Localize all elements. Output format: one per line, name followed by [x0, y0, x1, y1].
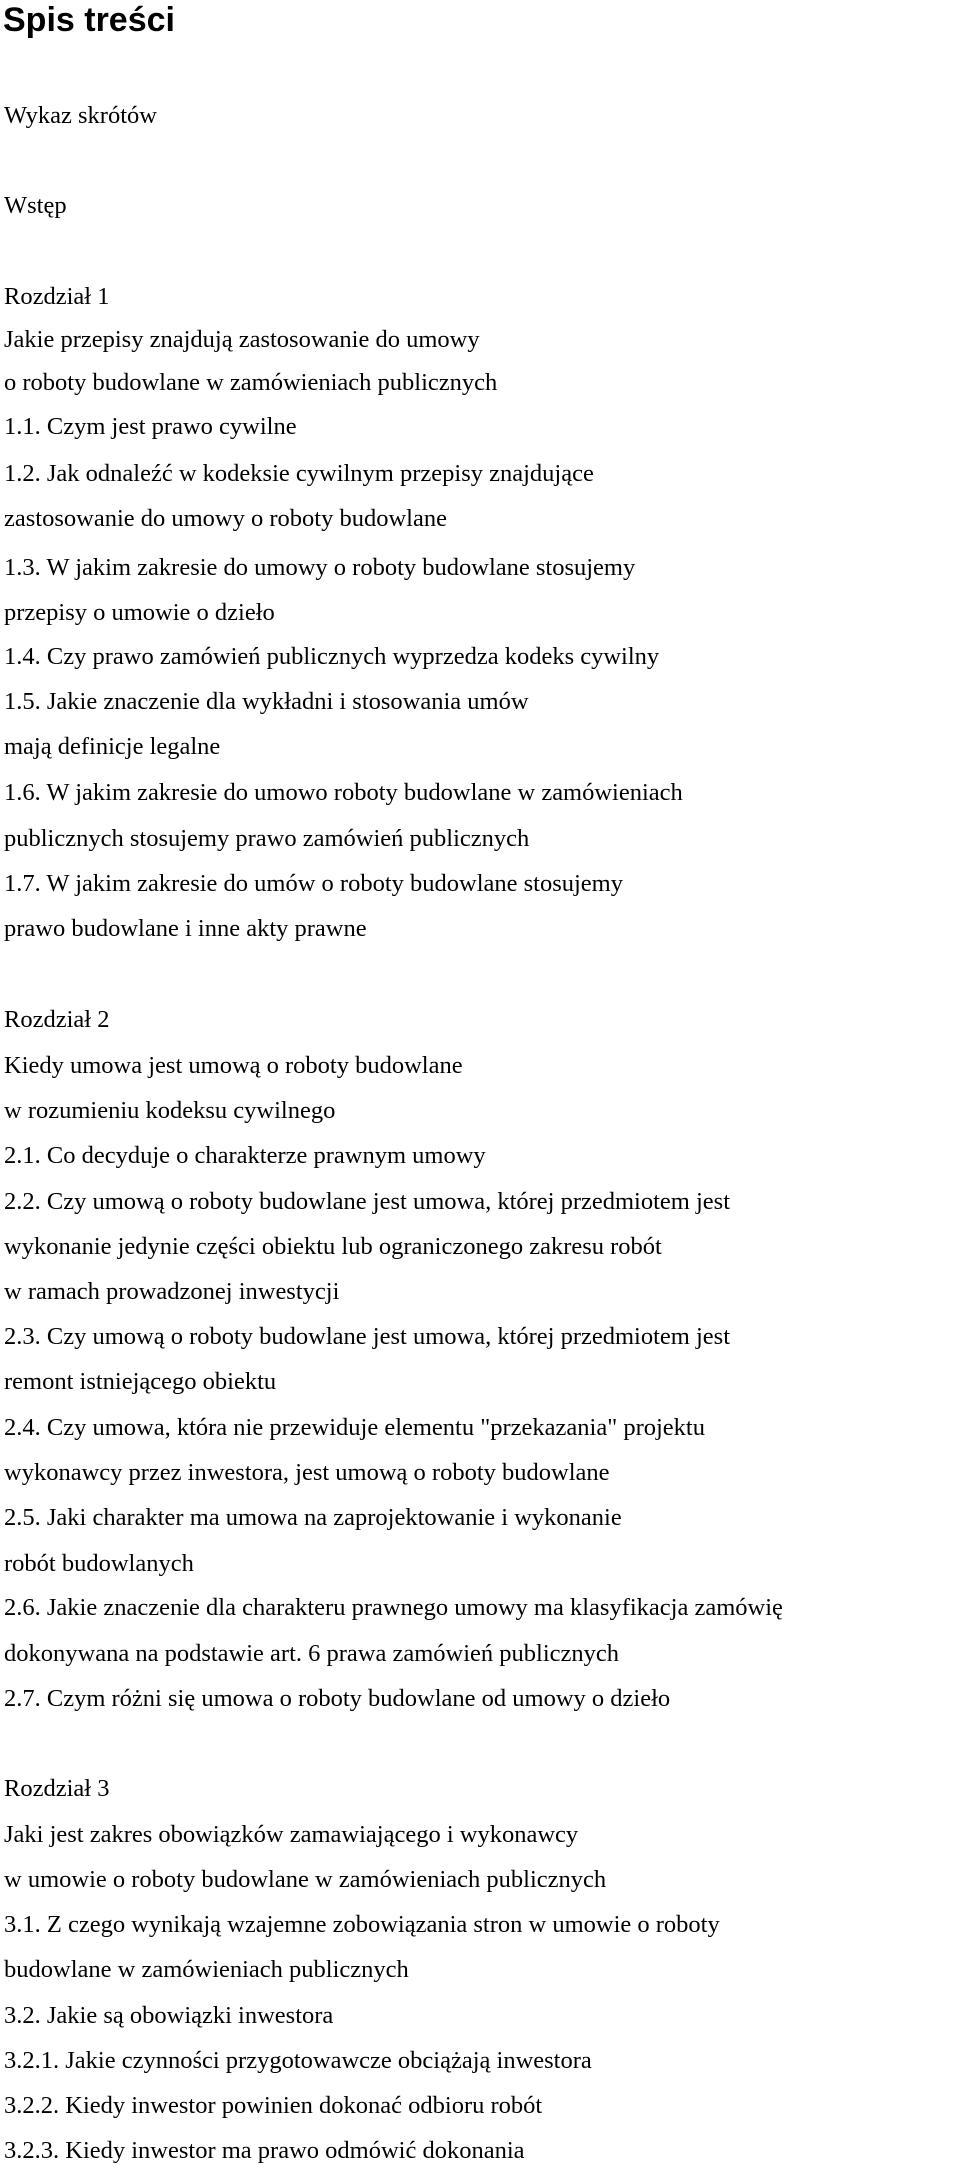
chapter-heading: Rozdział 1	[4, 283, 110, 310]
chapter-title: Jakie przepisy znajdują zastosowanie do umowy	[4, 326, 480, 353]
toc-line: 2.1. Co decyduje o charakterze prawnym umowy	[4, 1142, 486, 1169]
toc-line: 3.2.3. Kiedy inwestor ma prawo odmówić dokonania	[4, 2137, 525, 2164]
toc-line: Wstęp	[4, 192, 67, 219]
toc-line: przepisy o umowie o dzieło	[4, 599, 275, 626]
toc-line: budowlane w zamówieniach publicznych	[4, 1956, 409, 1983]
toc-line: robót budowlanych	[4, 1550, 194, 1577]
toc-line: 2.4. Czy umowa, która nie przewiduje elementu "przekazania" projektu	[4, 1414, 705, 1441]
toc-line: dokonywana na podstawie art. 6 prawa zamówień publicznych	[4, 1640, 620, 1667]
toc-line: 1.6. W jakim zakresie do umowo roboty budowlane w zamówieniach	[4, 779, 683, 806]
chapter-title: Kiedy umowa jest umową o roboty budowlane	[4, 1052, 463, 1079]
toc-line: mają definicje legalne	[4, 733, 221, 760]
toc-line: 1.5. Jakie znaczenie dla wykładni i stosowania umów	[4, 688, 529, 715]
toc-line: 1.7. W jakim zakresie do umów o roboty budowlane stosujemy	[4, 870, 623, 897]
toc-line: 1.2. Jak odnaleźć w kodeksie cywilnym przepisy znajdujące	[4, 460, 594, 487]
chapter-heading: Rozdział 3	[4, 1775, 110, 1802]
chapter-title: o roboty budowlane w zamówieniach publicznych	[4, 369, 498, 396]
toc-line: 2.7. Czym różni się umowa o roboty budowlane od umowy o dzieło	[4, 1685, 671, 1712]
toc-line: 3.2.2. Kiedy inwestor powinien dokonać odbioru robót	[4, 2092, 543, 2119]
toc-line: 1.3. W jakim zakresie do umowy o roboty budowlane stosujemy	[4, 554, 636, 581]
toc-line: 1.4. Czy prawo zamówień publicznych wyprzedza kodeks cywilny	[4, 643, 660, 670]
toc-line: 3.2.1. Jakie czynności przygotowawcze obciążają inwestora	[4, 2047, 592, 2074]
toc-line: prawo budowlane i inne akty prawne	[4, 915, 367, 942]
toc-line: wykonanie jedynie części obiektu lub ograniczonego zakresu robót	[4, 1233, 662, 1260]
page-title: Spis treści	[3, 1, 175, 39]
toc-line: 3.1. Z czego wynikają wzajemne zobowiązania stron w umowie o roboty	[4, 1911, 720, 1938]
chapter-title: w umowie o roboty budowlane w zamówieniach publicznych	[4, 1866, 607, 1893]
toc-line: 1.1. Czym jest prawo cywilne	[4, 413, 297, 440]
toc-line: 2.6. Jakie znaczenie dla charakteru prawnego umowy ma klasyfikacja zamówię	[4, 1594, 783, 1621]
toc-line: zastosowanie do umowy o roboty budowlane	[4, 505, 447, 532]
toc-line: publicznych stosujemy prawo zamówień publicznych	[4, 825, 530, 852]
chapter-heading: Rozdział 2	[4, 1006, 110, 1033]
toc-line: 3.2. Jakie są obowiązki inwestora	[4, 2002, 334, 2029]
toc-line: w ramach prowadzonej inwestycji	[4, 1278, 340, 1305]
chapter-title: w rozumieniu kodeksu cywilnego	[4, 1097, 336, 1124]
toc-line: 2.3. Czy umową o roboty budowlane jest umowa, której przedmiotem jest	[4, 1323, 731, 1350]
toc-line: wykonawcy przez inwestora, jest umową o roboty budowlane	[4, 1459, 610, 1486]
toc-line: remont istniejącego obiektu	[4, 1368, 277, 1395]
toc-line: 2.2. Czy umową o roboty budowlane jest umowa, której przedmiotem jest	[4, 1188, 731, 1215]
toc-line: 2.5. Jaki charakter ma umowa na zaprojektowanie i wykonanie	[4, 1504, 622, 1531]
toc-line: Wykaz skrótów	[4, 102, 157, 129]
chapter-title: Jaki jest zakres obowiązków zamawiającego i wykonawcy	[4, 1821, 579, 1848]
